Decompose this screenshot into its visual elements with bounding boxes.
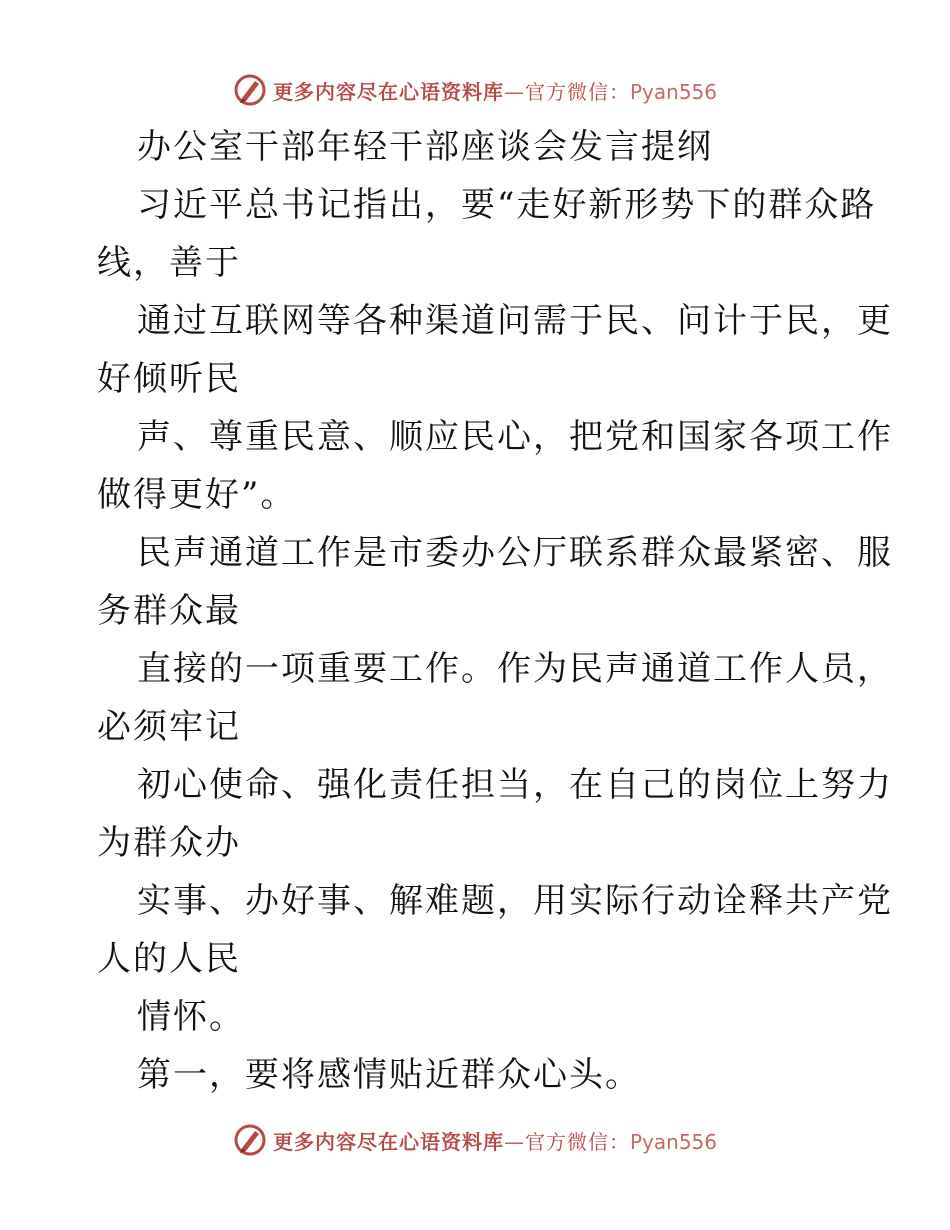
text-line: 直接的一项重要工作。作为民声通道工作人员， [137, 649, 893, 689]
text-line: 务群众最 [97, 591, 241, 631]
banner-dash: — [503, 1129, 525, 1154]
banner-main-text: 更多内容尽在心语资料库 [272, 79, 504, 104]
text-line: 好倾听民 [97, 359, 241, 399]
text-line: 必须牢记 [97, 707, 241, 747]
text-line: 人的人民 [97, 939, 241, 979]
footer-banner [0, 1120, 950, 1160]
text-line: 情怀。 [137, 997, 245, 1037]
banner-main-text: 更多内容尽在心语资料库 [272, 1129, 504, 1154]
header-banner [0, 70, 950, 110]
banner-wechat-id: Pyan556 [629, 1129, 717, 1154]
text-line: 声、尊重民意、顺应民心，把党和国家各项工作 [137, 417, 893, 457]
text-line: 民声通道工作是市委办公厅联系群众最紧密、服 [137, 533, 893, 573]
text-line: 通过互联网等各种渠道问需于民、问计于民，更 [137, 301, 893, 341]
pen-logo-icon [233, 73, 267, 107]
banner-sub-text: 官方微信： [524, 1129, 630, 1154]
pen-logo-icon [233, 1123, 267, 1157]
text-line: 线，善于 [97, 243, 241, 283]
document-title: 办公室干部年轻干部座谈会发言提纲 [137, 127, 713, 167]
banner-wechat-id: Pyan556 [629, 79, 717, 104]
banner-dash: — [503, 79, 525, 104]
text-line: 初心使命、强化责任担当，在自己的岗位上努力 [137, 765, 893, 805]
text-line: 习近平总书记指出，要“走好新形势下的群众路 [137, 185, 877, 225]
text-line: 实事、办好事、解难题，用实际行动诠释共产党 [137, 881, 893, 921]
banner-sub-text: 官方微信： [524, 79, 630, 104]
text-line: 第一，要将感情贴近群众心头。 [137, 1055, 641, 1095]
text-line: 做得更好”。 [97, 475, 297, 515]
text-line: 为群众办 [97, 823, 241, 863]
